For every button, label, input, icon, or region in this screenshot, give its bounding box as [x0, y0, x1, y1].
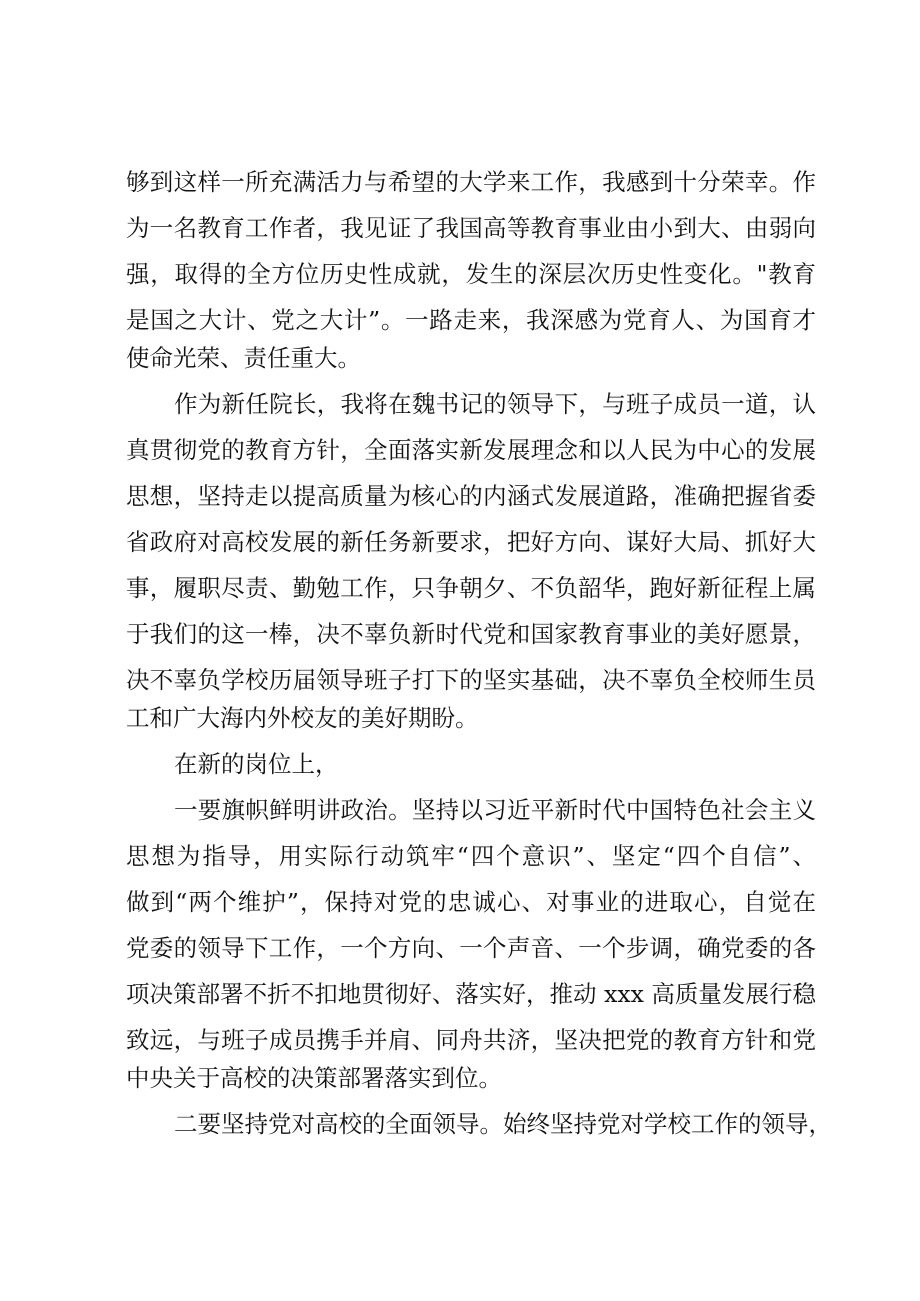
text-line-14: 在新的岗位上， [174, 750, 339, 778]
text-line-3: 强，取得的全方位历史性成就，发生的深层次历史性变化。"教育 [126, 260, 816, 288]
text-line-18: 党委的领导下工作，一个方向、一个声音、一个步调，确党委的各 [126, 934, 816, 962]
text-line-1: 够到这样一所充满活力与希望的大学来工作，我感到十分荣幸。作 [126, 168, 816, 196]
text-line-20: 致远，与班子成员携手并肩、同舟共济，坚决把党的教育方针和党 [126, 1026, 816, 1054]
text-line-5: 使命光荣、责任重大。 [126, 344, 361, 372]
text-line-2: 为一名教育工作者，我见证了我国高等教育事业由小到大、由弱向 [126, 214, 816, 242]
text-line-10: 事，履职尽责、勤勉工作，只争朝夕、不负韶华，跑好新征程上属 [126, 574, 816, 602]
text-line-4: 是国之大计、党之大计”。一路走来，我深感为党育人、为国育才 [126, 306, 816, 334]
text-line-15: 一要旗帜鲜明讲政治。坚持以习近平新时代中国特色社会主义 [174, 796, 816, 824]
text-line-17: 做到“两个维护”，保持对党的忠诚心、对事业的进取心，自觉在 [126, 888, 816, 916]
text-line-19: 项决策部署不折不扣地贯彻好、落实好，推动 xxx 高质量发展行稳 [126, 980, 816, 1008]
text-line-8: 思想，坚持走以提高质量为核心的内涵式发展道路，准确把握省委 [126, 482, 816, 510]
text-line-21: 中央关于高校的决策部署落实到位。 [126, 1064, 502, 1092]
text-line-11: 于我们的这一棒，决不辜负新时代党和国家教育事业的美好愿景， [126, 620, 816, 648]
text-line-22: 二要坚持党对高校的全面领导。始终坚持党对学校工作的领导， [174, 1110, 832, 1138]
text-line-6: 作为新任院长，我将在魏书记的领导下，与班子成员一道，认 [174, 390, 816, 418]
text-line-13: 工和广大海内外校友的美好期盼。 [126, 704, 479, 732]
text-line-7: 真贯彻党的教育方针，全面落实新发展理念和以人民为中心的发展 [126, 436, 816, 464]
text-line-16: 思想为指导，用实际行动筑牢“四个意识”、坚定“四个自信”、 [126, 842, 816, 870]
text-line-12: 决不辜负学校历届领导班子打下的坚实基础，决不辜负全校师生员 [126, 666, 816, 694]
text-line-9: 省政府对高校发展的新任务新要求，把好方向、谋好大局、抓好大 [126, 528, 816, 556]
